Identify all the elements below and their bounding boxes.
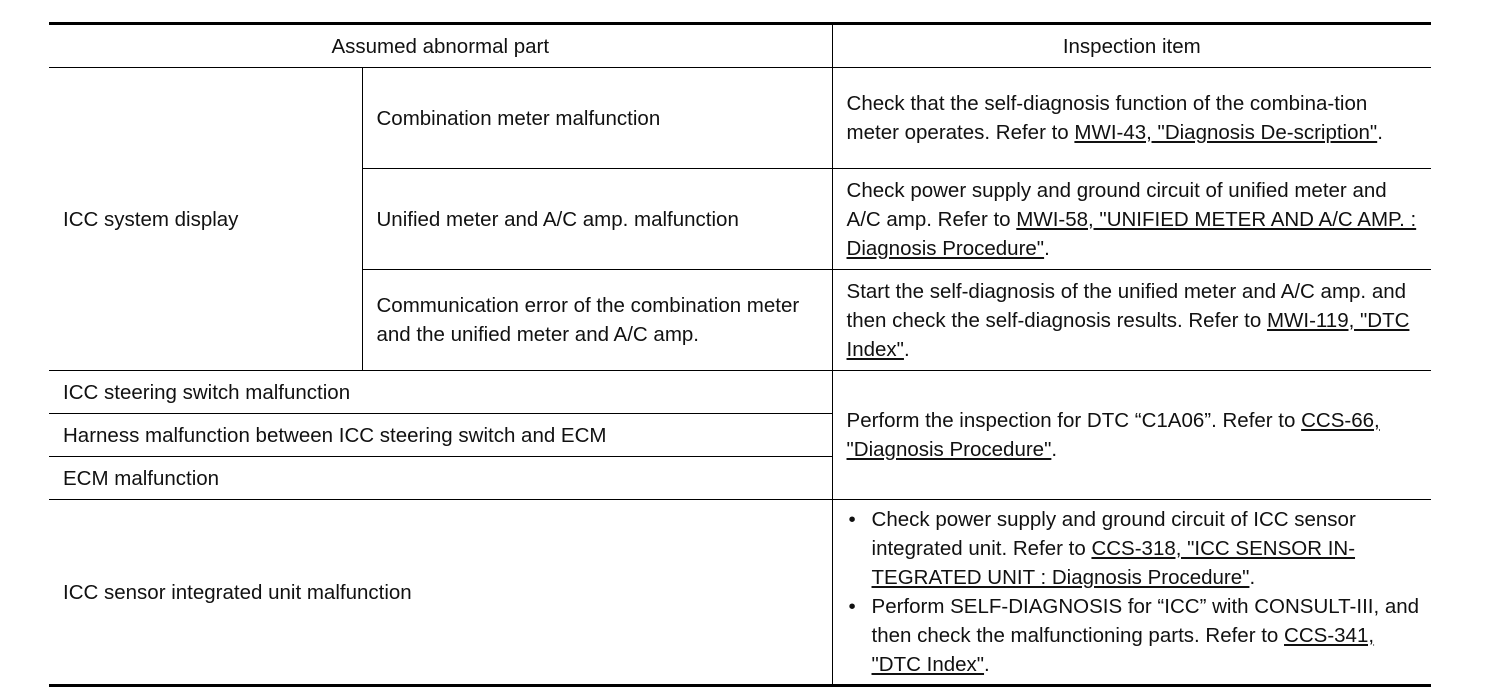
table-row [49,500,1431,686]
inspection-item-cell [832,68,1431,169]
assumed-part-cell: ICC steering switch malfunction [49,371,832,414]
list-item [847,505,1424,592]
assumed-part-cell: ICC sensor integrated unit malfunction [49,500,832,686]
table-row [49,371,1431,414]
group-label-icc-system-display: ICC system display [49,68,362,371]
reference-link[interactable]: CCS-318, "ICC SENSOR IN-TEGRATED UNIT : Diagnosis Procedure" [871,537,1356,589]
inspection-text-end: . [1044,236,1050,260]
inspection-table [49,22,1431,687]
inspection-text-end: . [1249,566,1256,589]
assumed-part-cell: Harness malfunction between ICC steering switch and ECM [49,414,832,457]
reference-link[interactable]: MWI-43, "Diagnosis De-scription" [1074,121,1378,144]
reference-link[interactable]: CCS-341, "DTC Index" [871,624,1375,676]
assumed-part-cell: Unified meter and A/C amp. malfunction [362,169,832,270]
list-item [847,592,1424,679]
inspection-text-end: . [1377,121,1383,144]
inspection-item-cell [832,169,1431,270]
inspection-text: Check that the self-diagnosis function of the combina-tion meter operates. Refer to [846,92,1368,144]
inspection-item-cell [832,270,1431,371]
inspection-text-end: . [903,337,910,361]
header-assumed-part: Assumed abnormal part [49,24,832,68]
bullet-icon: • [848,508,856,531]
reference-link[interactable]: CCS-66, "Diagnosis Procedure" [846,409,1380,461]
assumed-part-cell: Communication error of the combination meter and the unified meter and A/C amp. [362,270,832,371]
bullet-list [847,505,1424,679]
inspection-text: Perform SELF-DIAGNOSIS for “ICC” with CONSULT-III, and then check the malfunctioning parts. Refer to [871,595,1420,647]
bullet-icon: • [848,595,856,618]
assumed-part-cell: ECM malfunction [49,457,832,500]
header-row [49,24,1431,68]
inspection-item-cell [832,371,1431,500]
inspection-text-end: . [1051,438,1058,461]
inspection-text: Check power supply and ground circuit of ICC sensor integrated unit. Refer to [871,508,1356,560]
header-inspection-item: Inspection item [832,24,1431,68]
inspection-text-end: . [984,653,990,676]
inspection-text: Start the self-diagnosis of the unified meter and A/C amp. and then check the self-diagnosis results. Refer to [846,279,1407,332]
assumed-part-cell: Combination meter malfunction [362,68,832,169]
reference-link[interactable]: MWI-119, "DTC Index" [846,308,1410,361]
inspection-text: Check power supply and ground circuit of unified meter and A/C amp. Refer to [846,178,1387,231]
table-row [49,68,1431,169]
inspection-item-cell [832,500,1431,686]
reference-link[interactable]: MWI-58, "UNIFIED METER AND A/C AMP. : Diagnosis Procedure" [846,207,1417,260]
inspection-text: Perform the inspection for DTC “C1A06”. Refer to [846,409,1302,432]
